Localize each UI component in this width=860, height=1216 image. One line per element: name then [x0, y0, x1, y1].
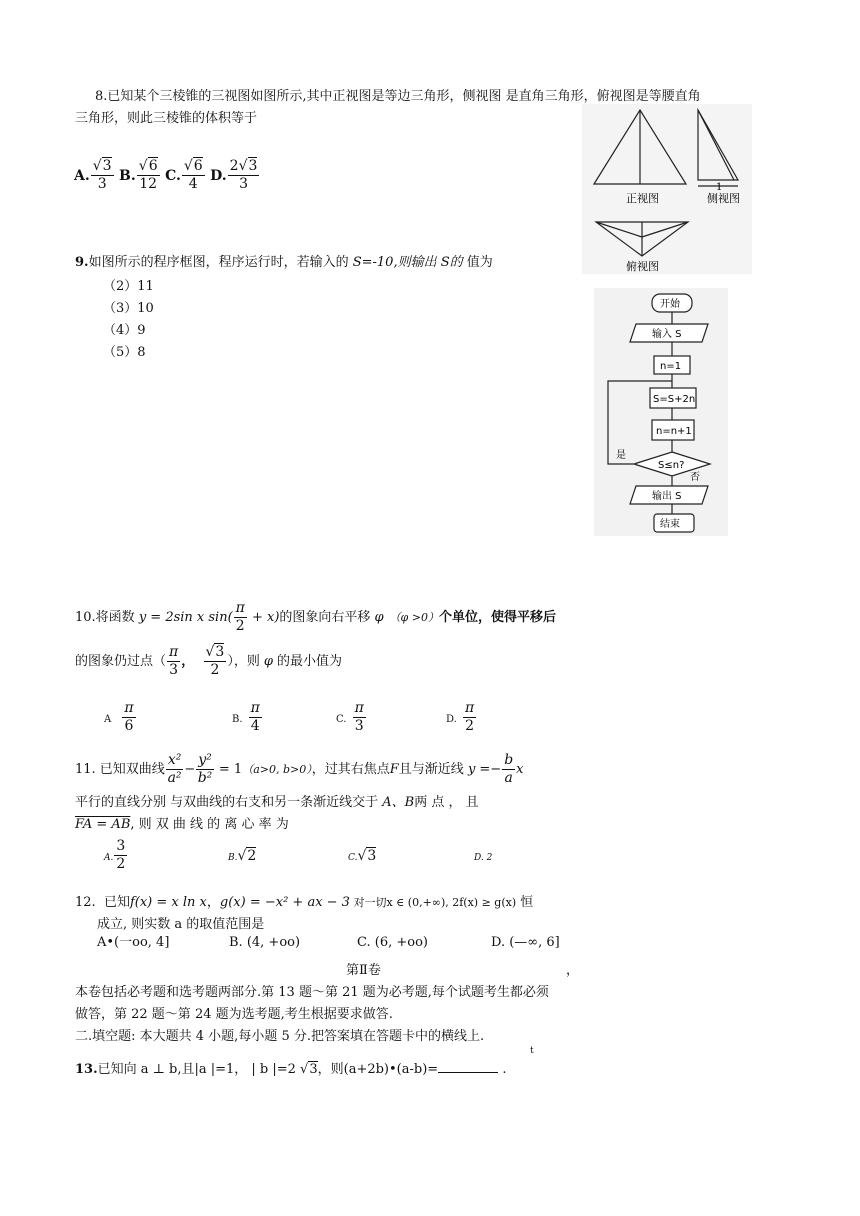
q8-option-b: B. √ $\frac{6}{12}$ [119, 168, 161, 184]
part2-mark: t [530, 1046, 534, 1056]
q8-options [74, 158, 260, 193]
step2-label: n=n+1 [656, 426, 692, 437]
q10-line1: 10.将函数 y = 2sin x sin( $\frac{\pi}{2}$ + x)的图象向右平移 φ （φ >0）个单位，使得平移后 [75, 600, 556, 634]
q9-option: （5）8 [103, 345, 146, 360]
front-view-label: 正视图 [626, 192, 659, 205]
q10-option-d: D. $\frac{\pi}{2}$ [446, 700, 475, 734]
q9-options [103, 276, 154, 364]
yes-label: 是 [616, 450, 626, 461]
q11-line2: 平行的直线分别 与双曲线的右支和另一条渐近线交于 A、B两 点 ， 且 [75, 795, 479, 810]
part2-line2: 做答，第 22 题～第 24 题为选考题,考生根据要求做答. [75, 1007, 393, 1022]
step1-label: S=S+2n [653, 394, 696, 405]
start-label: 开始 [660, 299, 680, 310]
q8-text2: 三角形，则此三棱锥的体积等于 [75, 111, 258, 126]
q11-option-a: A. $\frac{3}{2}$ [104, 838, 126, 872]
part2-line3: 二.填空题: 本大题共 4 小题,每小题 5 分.把答案填在答题卡中的横线上. [75, 1029, 485, 1044]
q8-option-c: C. √ $\frac{6}{4}$ [165, 168, 206, 184]
q11-option-c: C.√ 3 [348, 848, 376, 864]
q11-line3: FA = AB, 则 双 曲 线 的 离 心 率 为 [75, 817, 289, 832]
no-label: 否 [690, 472, 700, 483]
q11-option-d: D. 2 [474, 853, 493, 863]
q13-answer-blank[interactable] [438, 1060, 498, 1073]
top-view-label: 俯视图 [626, 260, 659, 273]
q12-option-d: D. (—∞, 6] [491, 935, 560, 950]
q12-option-b: B. (4, +oo) [229, 935, 301, 950]
flowchart [594, 288, 728, 536]
q13-line: 13.已知向 a ⊥ b,且|a |=1， | b |=2 √ 3，则(a+2b)•(a-b)= . [75, 1060, 506, 1079]
q12-option-c: C. (6, +oo) [357, 935, 428, 950]
q8-text: 8.已知某个三棱锥的三视图如图所示,其中正视图是等边三角形，侧视图 是直角三角形，俯视图是等腰直角 [95, 89, 701, 104]
q8-option-d: D. $\frac{2√ 3}{3}$ [210, 168, 260, 184]
q9-option: （2）11 [103, 279, 154, 294]
input-label: 输入 S [652, 329, 682, 340]
part2-line1: 本卷包括必考题和选考题两部分.第 13 题～第 21 题为必考题,每个试题考生都必须 [75, 985, 549, 1000]
q9-option: （3）10 [103, 301, 154, 316]
side-dim-label: 1 [716, 182, 723, 193]
q10-option-b: B. $\frac{\pi}{4}$ [232, 700, 260, 734]
q12-line1: 12. 已知f(x) = x ln x，g(x) = −x² + ax − 3 对一切x ∈ (0,+∞), 2f(x) ≥ g(x) 恒 [75, 895, 534, 910]
output-label: 输出 S [652, 491, 682, 502]
q11-line1: 11. 已知双曲线 $\frac{\text{x²}}{\text{a²}}$ − $\frac{\text{y²}}{\text{b²}}$ = 1（a>0, b>0），过其右焦点F且与渐近线 y =− $\frac{b}{a}$ x [75, 752, 524, 786]
q10-option-c: C. $\frac{\pi}{3}$ [336, 700, 364, 734]
condition-label: S≤n? [658, 460, 685, 471]
three-views-figure [582, 104, 752, 274]
q8-option-a: A. √ $\frac{3}{3}$ [74, 168, 115, 184]
q12-option-a: A•(一oo, 4] [97, 935, 170, 950]
q10-option-a: A $\frac{\pi}{6}$ [104, 700, 134, 734]
q10-line2: 的图象仍过点（ $\frac{\pi}{3}$ ， √ $\frac{3}{2}$ ），则 φ 的最小值为 [75, 644, 342, 679]
init-label: n=1 [660, 361, 682, 372]
q12-line2: 成立, 则实数 a 的取值范围是 [97, 917, 265, 932]
part2-title: 第Ⅱ卷 [346, 963, 381, 978]
end-label: 结束 [660, 519, 680, 530]
q9-text: 9.如图所示的程序框图，程序运行时，若输入的 S=-10,则输出 S的 值为 [75, 255, 493, 270]
side-view-label: 侧视图 [707, 192, 740, 205]
part2-comma: ， [566, 963, 580, 978]
q9-option: （4）9 [103, 323, 146, 338]
q12-options [97, 934, 597, 952]
q11-option-b: B.√ 2 [228, 848, 256, 864]
